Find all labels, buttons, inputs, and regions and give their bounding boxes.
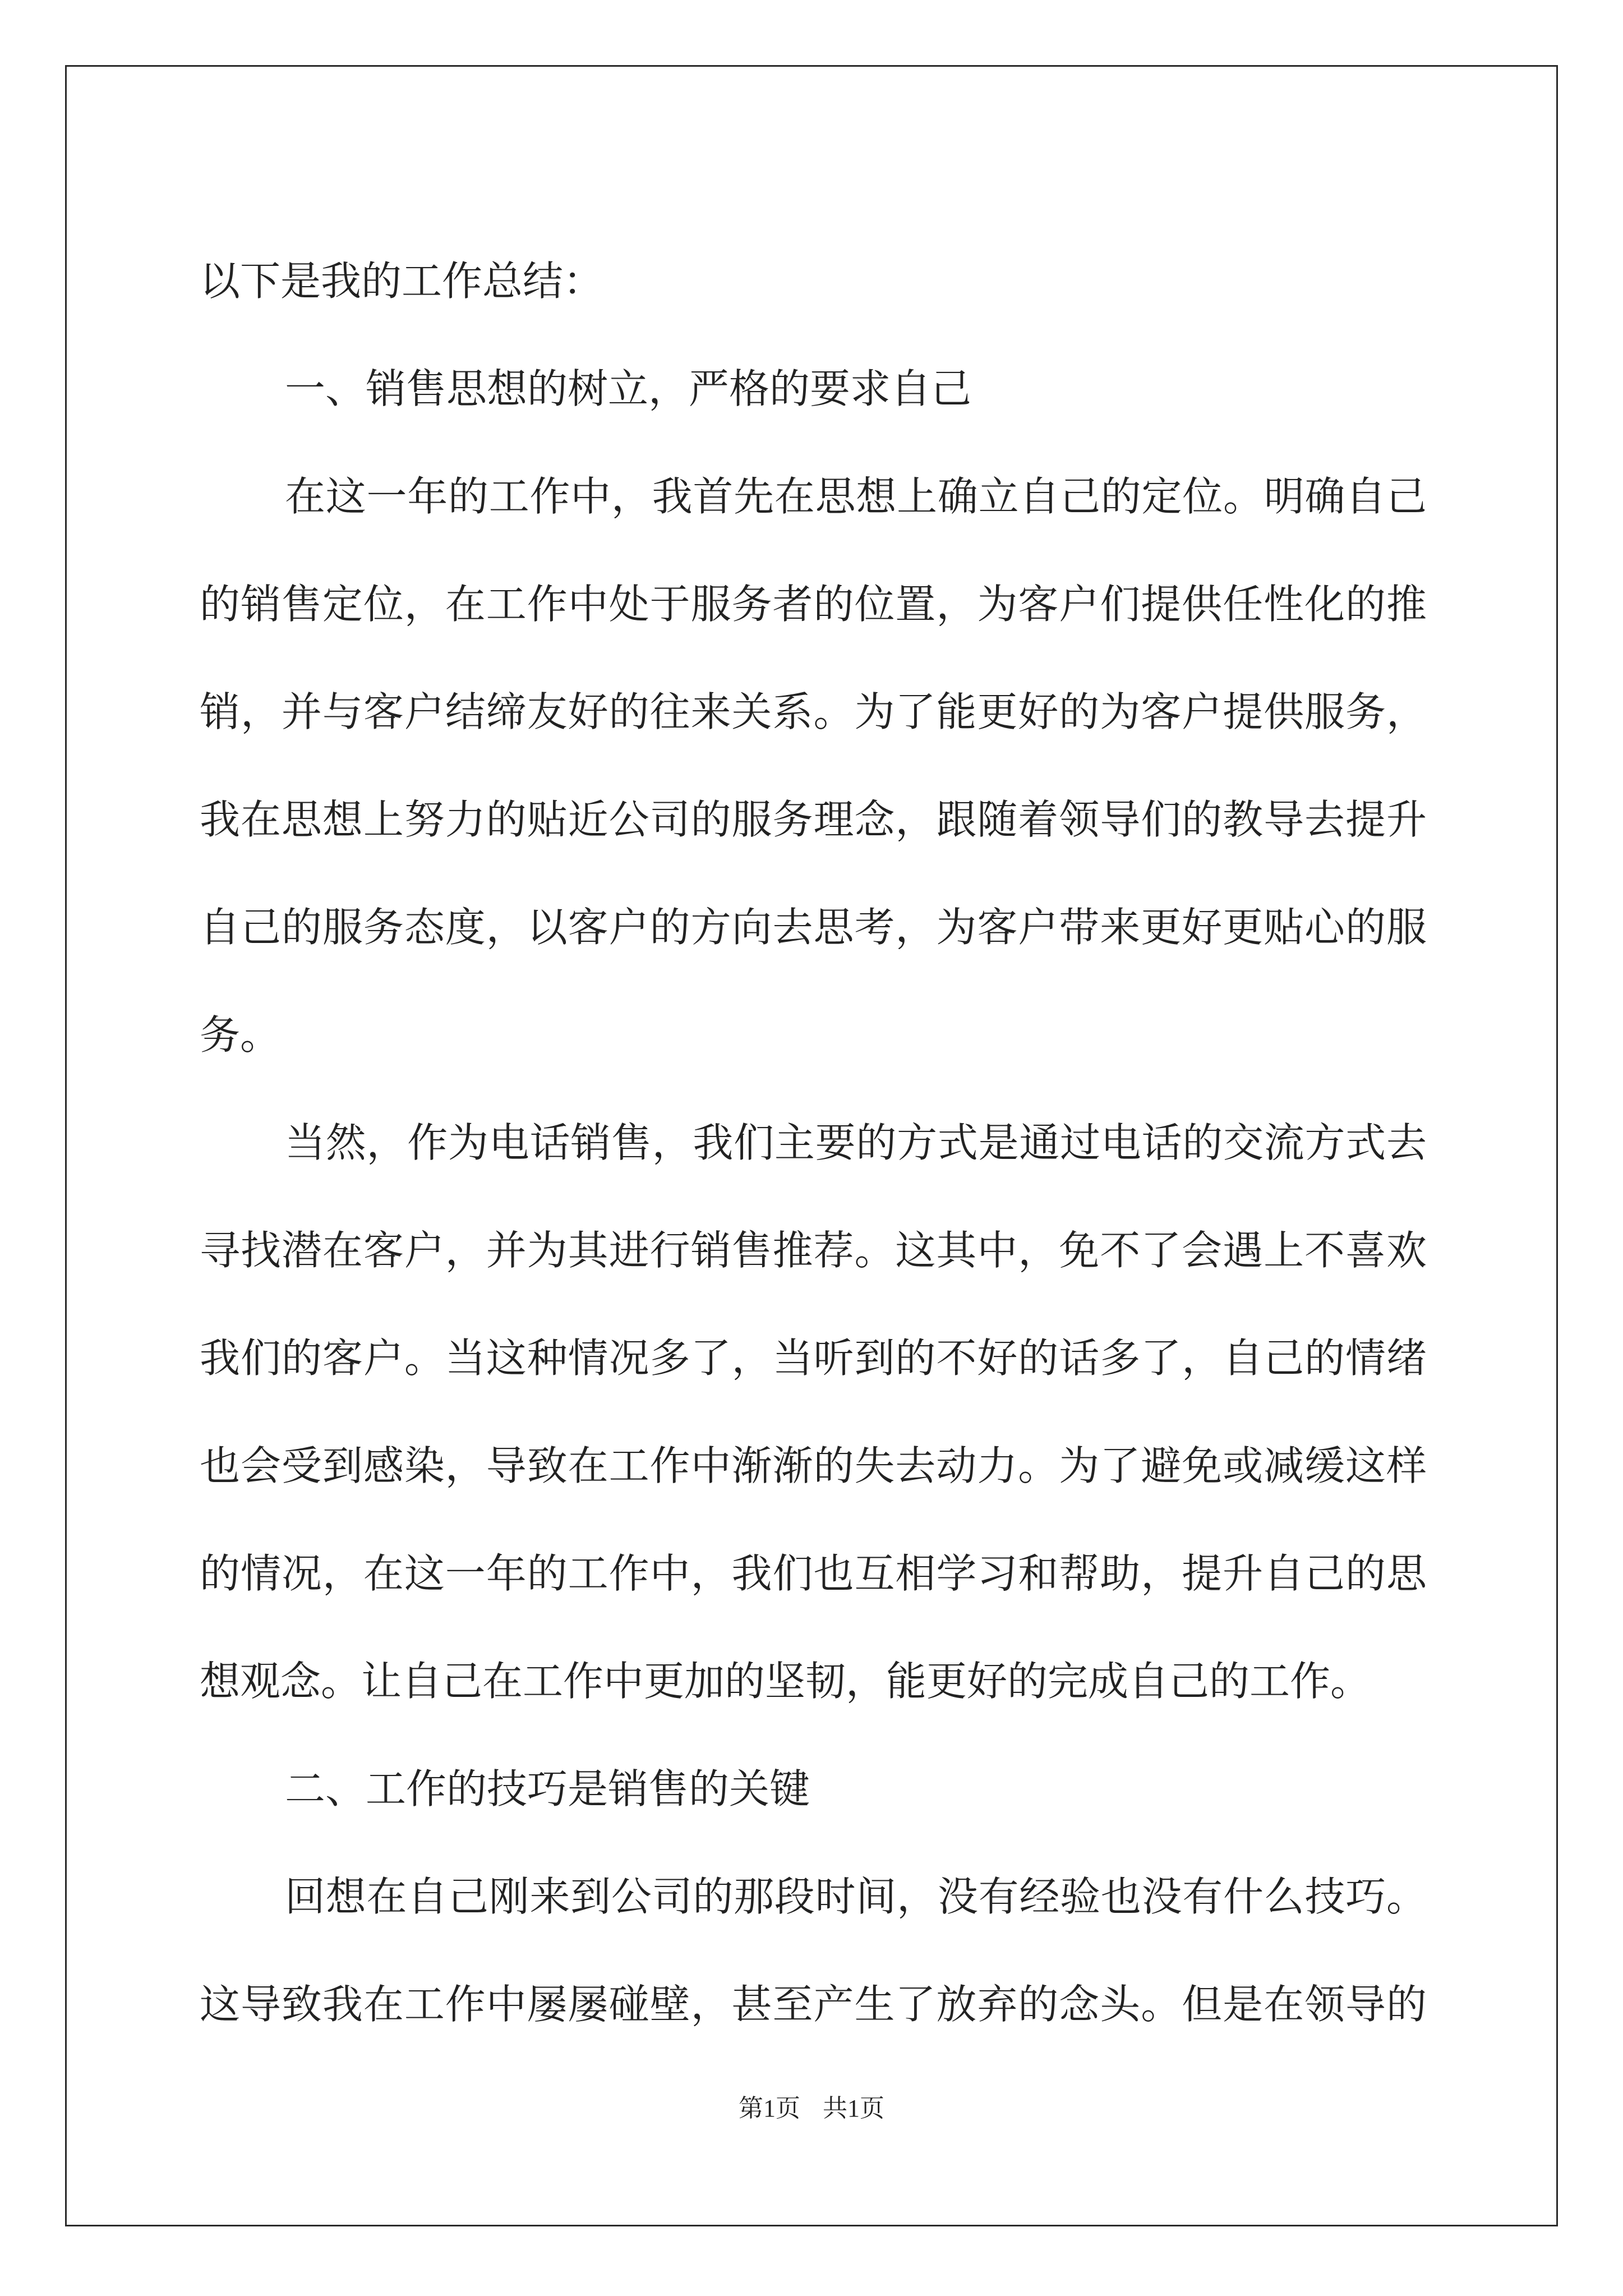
text-line: 这导致我在工作中屡屡碰壁，甚至产生了放弃的念头。但是在领导的 <box>200 1981 1427 2028</box>
page-number-current: 第1页 <box>739 2095 800 2122</box>
text-line: 回想在自己刚来到公司的那段时间，没有经验也没有什么技巧。 <box>285 1873 1427 1920</box>
page-footer <box>0 2088 1623 2124</box>
text-line: 自己的服务态度，以客户的方向去思考，为客户带来更好更贴心的服 <box>200 904 1427 951</box>
text-line: 的销售定位，在工作中处于服务者的位置，为客户们提供任性化的推 <box>200 581 1427 628</box>
text-line: 以下是我的工作总结： <box>200 257 604 305</box>
text-line: 也会受到感染，导致在工作中渐渐的失去动力。为了避免或减缓这样 <box>200 1442 1427 1489</box>
text-line: 寻找潜在客户，并为其进行销售推荐。这其中，免不了会遇上不喜欢 <box>200 1227 1427 1274</box>
text-line: 当然，作为电话销售，我们主要的方式是通过电话的交流方式去 <box>285 1119 1427 1166</box>
text-line: 务。 <box>200 1011 281 1059</box>
page-number-total: 共1页 <box>823 2095 884 2122</box>
text-line: 我们的客户。当这种情况多了，当听到的不好的话多了，自己的情绪 <box>200 1335 1427 1382</box>
text-line: 想观念。让自己在工作中更加的坚韧，能更好的完成自己的工作。 <box>200 1658 1371 1705</box>
section-heading: 二、工作的技巧是销售的关键 <box>285 1765 810 1812</box>
text-line: 在这一年的工作中，我首先在思想上确立自己的定位。明确自己 <box>285 473 1427 520</box>
text-line: 我在思想上努力的贴近公司的服务理念，跟随着领导们的教导去提升 <box>200 796 1427 843</box>
section-heading: 一、销售思想的树立，严格的要求自己 <box>285 365 972 412</box>
document-body <box>200 227 1427 2058</box>
text-line: 的情况，在这一年的工作中，我们也互相学习和帮助，提升自己的思 <box>200 1550 1427 1597</box>
text-line: 销，并与客户结缔友好的往来关系。为了能更好的为客户提供服务， <box>200 688 1427 735</box>
